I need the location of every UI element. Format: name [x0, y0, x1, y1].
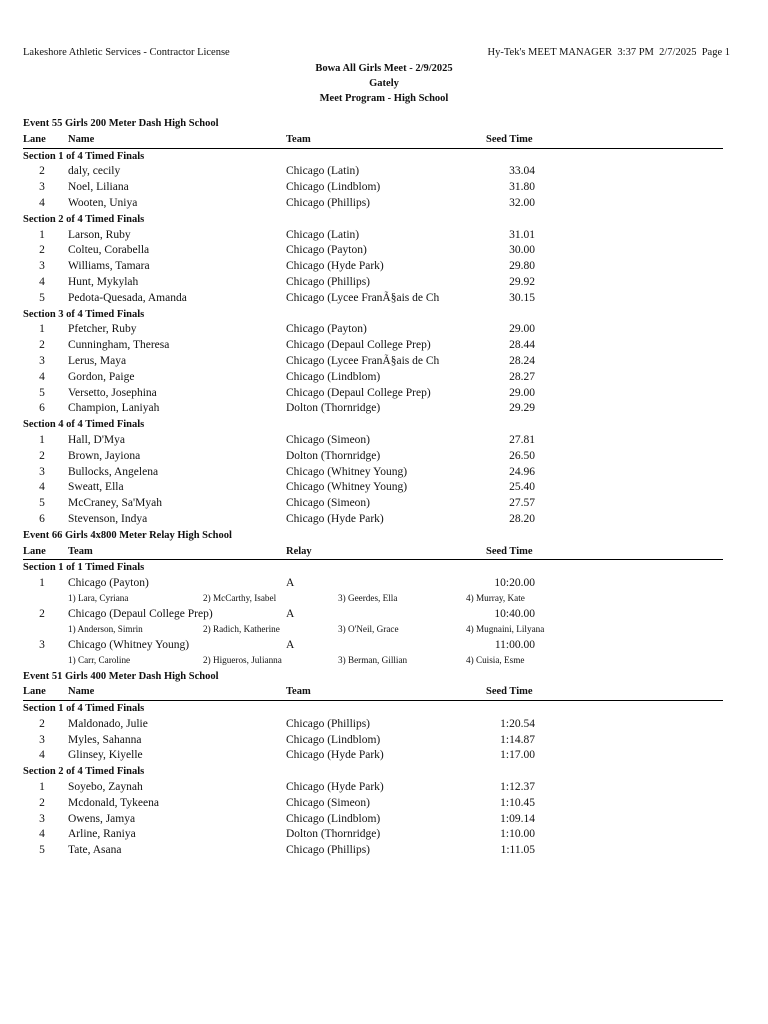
seed-time: 27.81 [509, 433, 535, 446]
team-name: Chicago (Depaul College Prep) [286, 339, 431, 352]
seed-time: 29.00 [509, 323, 535, 336]
athlete-name: Versetto, Josephina [68, 386, 157, 399]
team-name: Chicago (Phillips) [286, 717, 371, 730]
seed-time: 28.20 [509, 512, 535, 525]
column-header-seed: Seed Time [486, 545, 533, 557]
seed-time: 30.00 [509, 244, 535, 257]
relay-entry-row [23, 576, 723, 592]
entry-row [23, 164, 723, 180]
section-header: Section 1 of 1 Timed Finals [23, 562, 145, 574]
column-header-lane: Lane [23, 133, 46, 145]
athlete-name: Gordon, Paige [68, 370, 135, 383]
column-header-seed: Seed Time [486, 133, 533, 145]
seed-time: 1:10.45 [500, 796, 535, 809]
column-header-row [23, 544, 723, 560]
seed-time: 29.80 [509, 260, 535, 273]
seed-time: 11:00.00 [494, 638, 535, 651]
entry-row [23, 275, 723, 291]
lane-number: 6 [39, 402, 45, 415]
athlete-name: Williams, Tamara [68, 260, 150, 273]
entry-row [23, 449, 723, 465]
section-header: Section 2 of 4 Timed Finals [23, 766, 145, 778]
section-header: Section 4 of 4 Timed Finals [23, 419, 145, 431]
relay-letter: A [286, 607, 295, 620]
lane-number: 2 [39, 449, 45, 462]
team-name: Dolton (Thornridge) [286, 402, 381, 415]
seed-time: 1:20.54 [500, 717, 535, 730]
seed-time: 28.44 [509, 339, 535, 352]
entry-row [23, 196, 723, 212]
meet-manager-stamp: Hy-Tek's MEET MANAGER 3:37 PM 2/7/2025 Page 1 [487, 47, 730, 58]
entry-row [23, 322, 723, 338]
column-header-team: Team [286, 686, 311, 698]
team-name: Chicago (Phillips) [286, 844, 371, 857]
seed-time: 32.00 [509, 196, 535, 209]
seed-time: 33.04 [509, 165, 535, 178]
athlete-name: Brown, Jayiona [68, 449, 141, 462]
relay-leg-runner: 4) Murray, Kate [466, 592, 525, 603]
team-name: Dolton (Thornridge) [286, 828, 381, 841]
lane-number: 2 [39, 339, 45, 352]
lane-number: 5 [39, 497, 45, 510]
team-name: Chicago (Phillips) [286, 275, 371, 288]
athlete-name: Maldonado, Julie [68, 717, 148, 730]
entry-row [23, 733, 723, 749]
team-name: Chicago (Whitney Young) [286, 481, 408, 494]
team-name: Chicago (Lindblom) [286, 812, 381, 825]
license-text: Lakeshore Athletic Services - Contractor License [23, 47, 230, 58]
entry-row [23, 512, 723, 528]
relay-letter: A [286, 638, 295, 651]
relay-leg-runner: 3) Geerdes, Ella [338, 592, 398, 603]
column-header-row [23, 132, 723, 148]
entry-row [23, 780, 723, 796]
relay-leg-runner: 4) Mugnaini, Lilyana [466, 623, 545, 634]
athlete-name: Lerus, Maya [68, 354, 127, 367]
relay-legs-row [23, 592, 723, 607]
athlete-name: McCraney, Sa'Myah [68, 497, 162, 510]
team-name: Chicago (Payton) [286, 323, 367, 336]
seed-time: 29.00 [509, 386, 535, 399]
entry-row [23, 812, 723, 828]
athlete-name: Sweatt, Ella [68, 481, 124, 494]
column-header-row [23, 684, 723, 700]
team-name: Chicago (Latin) [286, 228, 360, 241]
lane-number: 1 [39, 433, 45, 446]
relay-leg-runner: 2) Higueros, Julianna [203, 654, 282, 665]
lane-number: 3 [39, 465, 45, 478]
entry-row [23, 228, 723, 244]
column-header-name: Name [68, 686, 95, 698]
relay-leg-runner: 1) Carr, Caroline [68, 654, 131, 665]
lane-number: 2 [39, 244, 45, 257]
athlete-name: Glinsey, Kiyelle [68, 749, 143, 762]
relay-entry-row [23, 638, 723, 654]
lane-number: 4 [39, 749, 45, 762]
team-name: Chicago (Hyde Park) [286, 260, 384, 273]
athlete-name: Noel, Liliana [68, 181, 129, 194]
team-name: Chicago (Payton) [286, 244, 367, 257]
team-name: Chicago (Simeon) [286, 796, 370, 809]
entry-row [23, 291, 723, 307]
section-header: Section 1 of 4 Timed Finals [23, 703, 145, 715]
team-name: Chicago (Lycee FranÃ§ais de Ch [286, 354, 440, 367]
lane-number: 3 [39, 733, 45, 746]
lane-number: 3 [39, 638, 45, 651]
relay-leg-runner: 3) Berman, Gillian [338, 654, 408, 665]
section-header: Section 2 of 4 Timed Finals [23, 213, 145, 225]
entry-row [23, 717, 723, 733]
athlete-name: Soyebo, Zaynah [68, 781, 143, 794]
meet-venue: Gately [369, 78, 399, 89]
seed-time: 27.57 [509, 497, 535, 510]
seed-time: 1:10.00 [500, 828, 535, 841]
team-name: Chicago (Simeon) [286, 497, 370, 510]
column-header-team: Team [286, 133, 311, 145]
relay-leg-runner: 2) Radich, Katherine [203, 623, 280, 634]
lane-number: 3 [39, 260, 45, 273]
lane-number: 4 [39, 275, 45, 288]
column-header-name: Team [68, 545, 93, 557]
athlete-name: Larson, Ruby [68, 228, 131, 241]
athlete-name: Stevenson, Indya [68, 512, 148, 525]
seed-time: 31.01 [509, 228, 535, 241]
team-name: Chicago (Simeon) [286, 433, 370, 446]
athlete-name: Cunningham, Theresa [68, 339, 170, 352]
seed-time: 1:09.14 [500, 812, 535, 825]
meet-title: Bowa All Girls Meet - 2/9/2025 [315, 63, 453, 74]
relay-legs-row [23, 623, 723, 638]
athlete-name: Arline, Raniya [68, 828, 136, 841]
lane-number: 3 [39, 181, 45, 194]
section-header: Section 3 of 4 Timed Finals [23, 308, 145, 320]
lane-number: 5 [39, 291, 45, 304]
entry-row [23, 370, 723, 386]
entry-row [23, 243, 723, 259]
team-name: Dolton (Thornridge) [286, 449, 381, 462]
lane-number: 5 [39, 386, 45, 399]
entry-row [23, 433, 723, 449]
team-name: Chicago (Lindblom) [286, 181, 381, 194]
entry-row [23, 354, 723, 370]
athlete-name: Hall, D'Mya [68, 433, 126, 446]
seed-time: 28.27 [509, 370, 535, 383]
seed-time: 29.92 [509, 275, 535, 288]
athlete-name: daly, cecily [68, 165, 121, 178]
team-name: Chicago (Whitney Young) [286, 465, 408, 478]
team-name: Chicago (Hyde Park) [286, 781, 384, 794]
entry-row [23, 386, 723, 402]
entry-row [23, 180, 723, 196]
lane-number: 4 [39, 370, 45, 383]
relay-legs-row [23, 654, 723, 669]
seed-time: 10:20.00 [494, 577, 535, 590]
team-name: Chicago (Hyde Park) [286, 512, 384, 525]
relay-leg-runner: 4) Cuisia, Esme [466, 654, 525, 665]
seed-time: 31.80 [509, 181, 535, 194]
relay-team-name: Chicago (Depaul College Prep) [68, 607, 213, 620]
column-header-lane: Lane [23, 686, 46, 698]
relay-team-name: Chicago (Whitney Young) [68, 638, 190, 651]
section-header: Section 1 of 4 Timed Finals [23, 150, 145, 162]
relay-leg-runner: 2) McCarthy, Isabel [203, 592, 277, 603]
athlete-name: Colteu, Corabella [68, 244, 150, 257]
lane-number: 5 [39, 844, 45, 857]
lane-number: 4 [39, 828, 45, 841]
relay-leg-runner: 3) O'Neil, Grace [338, 623, 399, 634]
seed-time: 10:40.00 [494, 607, 535, 620]
team-name: Chicago (Lindblom) [286, 733, 381, 746]
athlete-name: Owens, Jamya [68, 812, 136, 825]
lane-number: 3 [39, 812, 45, 825]
event-title: Event 55 Girls 200 Meter Dash High School [23, 118, 219, 129]
entry-row [23, 843, 723, 859]
team-name: Chicago (Lycee FranÃ§ais de Ch [286, 291, 440, 304]
seed-time: 30.15 [509, 291, 535, 304]
lane-number: 2 [39, 607, 45, 620]
athlete-name: Bullocks, Angelena [68, 465, 159, 478]
seed-time: 29.29 [509, 402, 535, 415]
lane-number: 4 [39, 481, 45, 494]
entry-row [23, 496, 723, 512]
seed-time: 1:11.05 [500, 844, 535, 857]
relay-leg-runner: 1) Anderson, Simrin [68, 623, 143, 634]
lane-number: 6 [39, 512, 45, 525]
program-title: Meet Program - High School [319, 93, 449, 104]
entry-row [23, 465, 723, 481]
event-title: Event 66 Girls 4x800 Meter Relay High School [23, 529, 232, 541]
entry-row [23, 338, 723, 354]
seed-time: 25.40 [509, 481, 535, 494]
seed-time: 28.24 [509, 354, 535, 367]
lane-number: 2 [39, 796, 45, 809]
team-name: Chicago (Depaul College Prep) [286, 386, 431, 399]
entry-row [23, 401, 723, 417]
team-name: Chicago (Lindblom) [286, 370, 381, 383]
lane-number: 1 [39, 781, 45, 794]
relay-entry-row [23, 607, 723, 623]
athlete-name: Myles, Sahanna [68, 733, 142, 746]
relay-letter: A [286, 577, 295, 590]
seed-time: 24.96 [509, 465, 535, 478]
column-header-name: Name [68, 133, 95, 145]
lane-number: 2 [39, 717, 45, 730]
athlete-name: Hunt, Mykylah [68, 275, 139, 288]
entry-row [23, 796, 723, 812]
lane-number: 3 [39, 354, 45, 367]
seed-time: 1:14.87 [500, 733, 535, 746]
athlete-name: Champion, Laniyah [68, 402, 160, 415]
seed-time: 26.50 [509, 449, 535, 462]
column-header-seed: Seed Time [486, 686, 533, 698]
column-header-lane: Lane [23, 545, 46, 557]
entry-row [23, 259, 723, 275]
seed-time: 1:17.00 [500, 749, 535, 762]
relay-leg-runner: 1) Lara, Cyriana [68, 592, 129, 603]
entry-row [23, 480, 723, 496]
athlete-name: Tate, Asana [68, 844, 122, 857]
athlete-name: Pedota-Quesada, Amanda [68, 291, 187, 304]
lane-number: 2 [39, 165, 45, 178]
relay-team-name: Chicago (Payton) [68, 577, 149, 590]
team-name: Chicago (Hyde Park) [286, 749, 384, 762]
entry-row [23, 827, 723, 843]
athlete-name: Wooten, Uniya [68, 196, 138, 209]
lane-number: 1 [39, 323, 45, 336]
lane-number: 1 [39, 577, 45, 590]
team-name: Chicago (Phillips) [286, 196, 371, 209]
lane-number: 4 [39, 196, 45, 209]
event-title: Event 51 Girls 400 Meter Dash High School [23, 670, 219, 682]
team-name: Chicago (Latin) [286, 165, 360, 178]
lane-number: 1 [39, 228, 45, 241]
athlete-name: Pfetcher, Ruby [68, 323, 137, 336]
entry-row [23, 748, 723, 764]
seed-time: 1:12.37 [500, 781, 535, 794]
column-header-team: Relay [286, 545, 312, 557]
meet-program [23, 116, 723, 859]
athlete-name: Mcdonald, Tykeena [68, 796, 159, 809]
